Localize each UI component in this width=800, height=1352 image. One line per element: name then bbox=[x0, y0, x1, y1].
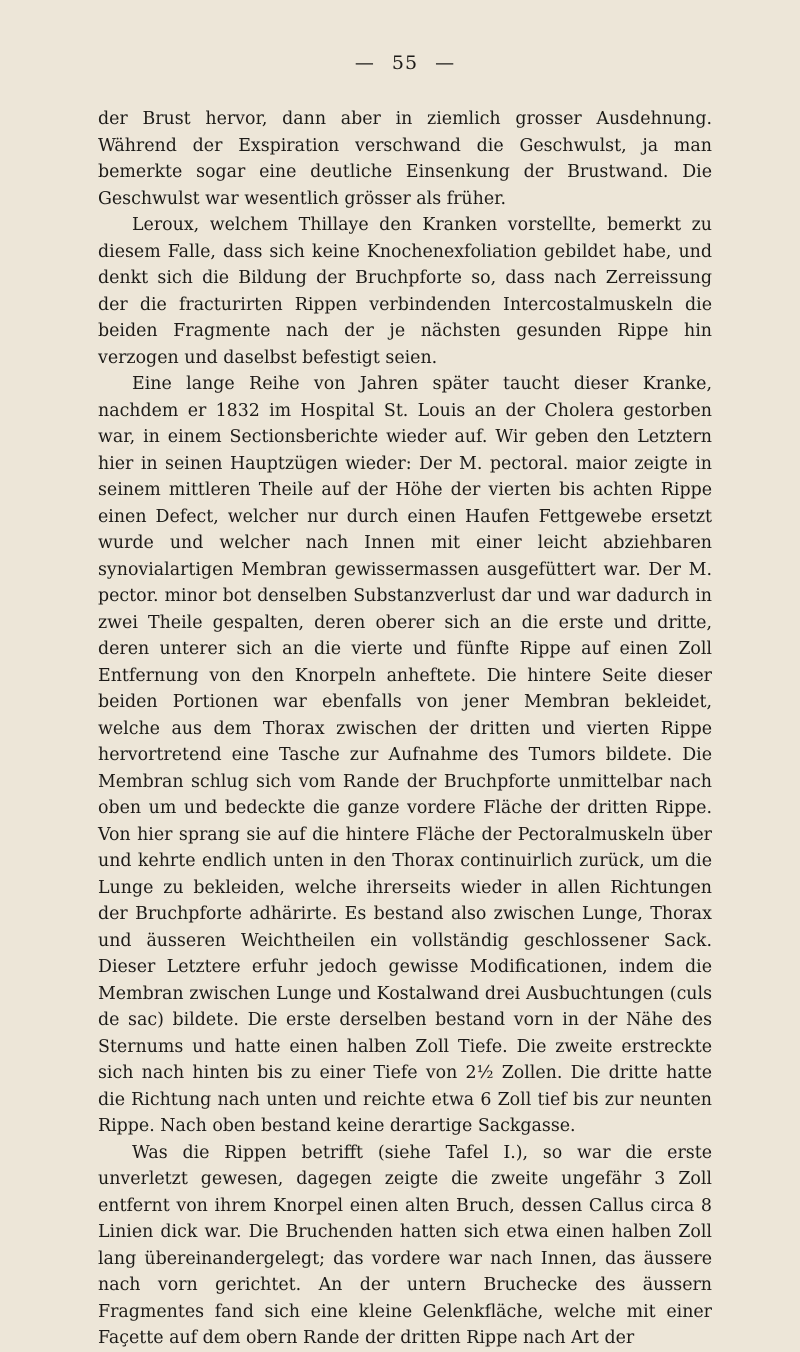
body-text bbox=[98, 106, 712, 1352]
page-number: 55 bbox=[391, 52, 419, 74]
paragraph-sectionsbericht: Eine lange Reihe von Jahren später taucht dieser Kranke, nachdem er 1832 im Hospital St. Louis an der Cholera gestorben war, in einem Sectionsberichte wieder auf. Wir geben den Letztern hier in seinen Hauptzügen wieder: Der M. pectoral. maior zeigte in seinem mittleren Theile auf der Höhe der vierten bis achten Rippe einen Defect, welcher nur durch einen Haufen Fettgewebe ersetzt wurde und welcher nach Innen mit einer leicht abziehbaren synovialartigen Membran gewissermassen ausgefüttert war. Der M. pector. minor bot denselben Substanzverlust dar und war dadurch in zwei Theile gespalten, deren oberer sich an die erste und dritte, deren unterer sich an die vierte und fünfte Rippe auf einen Zoll Entfernung von den Knorpeln anheftete. Die hintere Seite dieser beiden Portionen war ebenfalls von jener Membran bekleidet, welche aus dem Thorax zwischen der dritten und vierten Rippe hervortretend eine Tasche zur Aufnahme des Tumors bildete. Die Membran schlug sich vom Rande der Bruchpforte unmittelbar nach oben um und bedeckte die ganze vordere Fläche der dritten Rippe. Von hier sprang sie auf die hintere Fläche der Pectoralmuskeln über und kehrte endlich unten in den Thorax continuirlich zurück, um die Lunge zu bekleiden, welche ihrerseits wieder in allen Richtungen der Bruchpforte adhärirte. Es bestand also zwischen Lunge, Thorax und äusseren Weichtheilen ein vollständig geschlossener Sack. Dieser Letztere erfuhr jedoch gewisse Modificationen, indem die Membran zwischen Lunge und Kostalwand drei Ausbuchtungen (culs de sac) bildete. Die erste derselben bestand vorn in der Nähe des Sternums und hatte einen halben Zoll Tiefe. Die zweite erstreckte sich nach hinten bis zu einer Tiefe von 2½ Zollen. Die dritte hatte die Richtung nach unten und reichte etwa 6 Zoll tief bis zur neunten Rippe. Nach oben bestand keine derartige Sackgasse. bbox=[98, 374, 712, 1136]
page-header bbox=[98, 50, 712, 76]
header-dash-left: — bbox=[354, 52, 375, 74]
paragraph-leroux: Leroux, welchem Thillaye den Kranken vorstellte, bemerkt zu diesem Falle, dass sich keine Knochenexfoliation gebildet habe, und denkt sich die Bildung der Bruchpforte so, dass nach Zerreissung der die fracturirten Rippen verbindenden Intercostalmuskeln die beiden Fragmente nach der je nächsten gesunden Rippe hin verzogen und daselbst befestigt seien. bbox=[98, 215, 712, 368]
paragraph-rippen: Was die Rippen betrifft (siehe Tafel I.), so war die erste unverletzt gewesen, dagegen zeigte die zweite ungefähr 3 Zoll entfernt von ihrem Knorpel einen alten Bruch, dessen Callus circa 8 Linien dick war. Die Bruchenden hatten sich etwa einen halben Zoll lang übereinandergelegt; das vordere war nach Innen, das äussere nach vorn gerichtet. An der untern Bruchecke des äussern Fragmentes fand sich eine kleine Gelenkfläche, welche mit einer Façette auf dem obern Rande der dritten Rippe nach Art der bbox=[98, 1142, 712, 1348]
header-dash-right: — bbox=[435, 52, 456, 74]
paragraph-continued: der Brust hervor, dann aber in ziemlich grosser Ausdehnung. Während der Exspiration verschwand die Geschwulst, ja man bemerkte sogar eine deutliche Einsenkung der Brustwand. Die Geschwulst war wesentlich grösser als früher. bbox=[98, 109, 712, 209]
